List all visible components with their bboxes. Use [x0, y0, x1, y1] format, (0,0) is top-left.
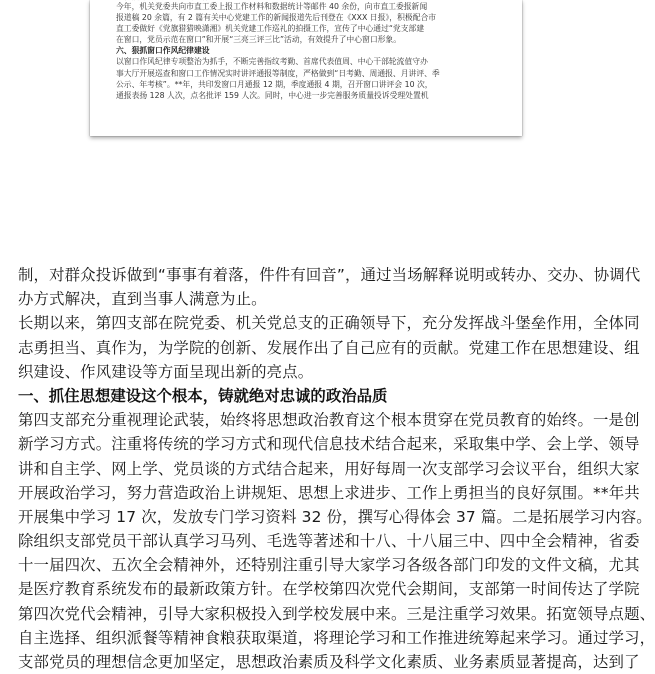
article-line: 讲和自主学、网上学、党员谈的方式结合起来，用好每周一次支部学习会议平台，组织大家 — [18, 459, 640, 478]
preview-line: 以窗口作风纪律专项整治为抓手，不断完善指纹考勤、首席代表值周、中心干部轮流值守办 — [116, 57, 428, 67]
article-line: 自主选择、组织派餐等精神食粮获取渠道，将理论学习和工作推进统筹起来学习。通过学习， — [18, 628, 655, 647]
article-line: 除组织支部党员干部认真学习马列、毛选等著述和十八、十八届三中、四中全会精神，省委 — [18, 532, 640, 551]
article-line: 第四次党代会精神，引导大家积极投入到学校发展中来。三是注重学习效果。拓宽领导点题、 — [18, 604, 655, 623]
preview-line: 公示、年考核”。**年，共印发窗口月通报 12 期，季度通报 4 期，召开窗口讲评会 10 次， — [116, 79, 433, 89]
article-line: 十一届四次、五次全会精神外，还特别注重引导大家学习各级各部门印发的文件文稿，尤其 — [18, 556, 640, 575]
preview-content — [116, 0, 502, 101]
article-line: 是医疗教育系统发布的最新政策方针。在学校第四次党代会期间，支部第一时间传达了学院 — [18, 580, 640, 599]
preview-line: 报道稿 20 余篇，有 2 篇有关中心党建工作的新闻报道先后刊登在《XXX 日报》，积极配合市 — [116, 13, 437, 23]
article-body — [18, 263, 655, 674]
section-heading-1: 一、抓住思想建设这个根本，铸就绝对忠诚的政治品质 — [18, 386, 388, 405]
article-line: 开展集中学习 17 次，发放专门学习资料 32 份，撰写心得体会 37 篇。二是拓展学习内容。 — [18, 507, 652, 526]
article-line: 长期以来，第四支部在院党委、机关党总支的正确领导下，充分发挥战斗堡垒作用，全体同 — [18, 314, 640, 333]
preview-line: 事大厅开展巡查和窗口工作情况实时讲评通报等制度，严格做到“日考勤、周通报、月讲评、季 — [116, 68, 440, 78]
page-preview-image — [90, 0, 522, 136]
preview-line: 在窗口，党员示范在窗口”和开展“三亮三评三比”活动，有效提升了中心窗口形象。 — [116, 35, 402, 45]
preview-line: 今年，机关党委共向市直工委上报工作材料和数据统计等邮件 40 余份，向市直工委报新闻 — [116, 2, 428, 11]
preview-line: 通报表扬 128 人次，点名批评 159 人次。同时，中心进一步完善服务质量投诉受理处置机 — [116, 90, 429, 100]
article-line: 制，对群众投诉做到“事事有着落，件件有回音”，通过当场解释说明或转办、交办、协调代 — [18, 266, 641, 284]
article-line: 办方式解决，直到当事人满意为止。 — [18, 290, 267, 309]
article-line: 织建设、作风建设等方面呈现出新的亮点。 — [18, 362, 314, 381]
article-line: 开展政治学习，努力营造政治上讲规矩、思想上求进步、工作上勇担当的良好氛围。**年共 — [18, 483, 640, 502]
article-line: 新学习方式。注重将传统的学习方式和现代信息技术结合起来，采取集中学、会上学、领导 — [18, 435, 640, 454]
article-line: 第四支部充分重视理论武装，始终将思想政治教育这个根本贯穿在党员教育的始终。一是创 — [18, 411, 640, 430]
article-line: 支部党员的理想信念更加坚定，思想政治素质及科学文化素质、业务素质显著提高，达到了 — [18, 653, 640, 671]
preview-line: 直工委做好《党旗猎猎映潇湘》机关党建工作巡礼的拍摄工作，宣传了中心通过“党支部建 — [116, 24, 425, 34]
preview-section6-heading: 六、狠抓窗口作风纪律建设 — [116, 46, 210, 56]
article-line: 志勇担当、真作为，为学院的创新、发展作出了自己应有的贡献。党建工作在思想建设、组 — [18, 338, 640, 357]
